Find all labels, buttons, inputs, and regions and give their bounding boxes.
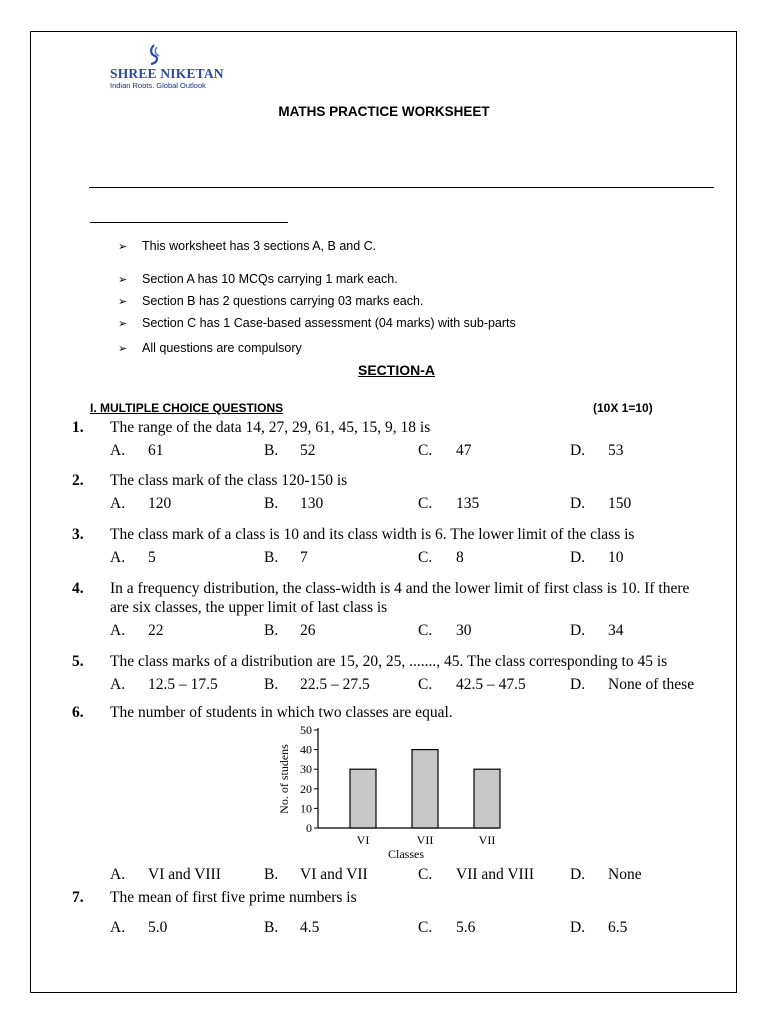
worksheet-title: MATHS PRACTICE WORKSHEET [278,104,490,119]
instruction-item: ➢ Section C has 1 Case-based assessment (04 marks) with sub-parts [118,316,516,330]
question-number: 2. [72,472,84,489]
bar [474,769,500,828]
instruction-item: ➢ Section A has 10 MCQs carrying 1 mark each. [118,272,398,286]
option-a: A. 120 [110,495,172,512]
y-axis-label: No. of studens [277,744,291,814]
y-tick-label: 0 [306,821,312,835]
option-a: A. VI and VIII [110,866,221,883]
arrow-bullet-icon: ➢ [118,318,128,330]
question-text: The class marks of a distribution are 15, 20, 25, ......., 45. The class corresponding to 45 is [110,653,668,670]
logo-tagline: Indian Roots. Global Outlook [110,81,206,90]
y-tick-label: 10 [300,801,312,816]
option-a: A. 61 [110,442,164,459]
mcq-heading: I. MULTIPLE CHOICE QUESTIONS [90,401,284,415]
option-c: C. 8 [418,549,464,566]
x-tick-label: VI [356,833,370,847]
option-d: D. 34 [570,622,624,639]
option-d: D. 6.5 [570,919,628,936]
option-c: C. 135 [418,495,480,512]
question-number: 6. [72,704,84,721]
option-a: A. 12.5 – 17.5 [110,676,218,693]
question-text: are six classes, the upper limit of last class is [110,599,388,616]
option-b: B. 7 [264,549,308,566]
bar-chart [270,722,510,862]
option-b: B. 130 [264,495,324,512]
school-logo [110,44,250,92]
question-number: 4. [72,580,84,597]
divider [89,187,714,188]
instruction-item: ➢ Section B has 2 questions carrying 03 marks each. [118,294,424,308]
question-text: The class mark of the class 120-150 is [110,472,348,489]
arrow-bullet-icon: ➢ [118,241,128,253]
option-c: C. 47 [418,442,472,459]
option-c: C. 30 [418,622,472,639]
logo-name: SHREE NIKETAN [110,66,224,81]
option-a: A. 22 [110,622,164,639]
y-tick-label: 20 [300,781,312,796]
option-b: B. 4.5 [264,919,320,936]
option-d: D. None of these [570,676,695,693]
mcq-marks: (10X 1=10) [593,401,653,415]
question-number: 3. [72,526,84,543]
bar [350,769,376,828]
question-text: In a frequency distribution, the class-width is 4 and the lower limit of first class is 10. If there [110,580,690,597]
x-axis-label: Classes [388,847,424,861]
swan-logo-icon [141,44,167,66]
option-a: A. 5.0 [110,919,168,936]
section-heading: SECTION-A [358,362,435,378]
question-text: The class mark of a class is 10 and its class width is 6. The lower limit of the class is [110,526,635,543]
option-a: A. 5 [110,549,156,566]
question-number: 5. [72,653,84,670]
option-b: B. 52 [264,442,316,459]
option-d: D. None [570,866,642,883]
option-d: D. 150 [570,495,632,512]
question-number: 1. [72,419,84,436]
option-d: D. 53 [570,442,624,459]
option-b: B. 22.5 – 27.5 [264,676,370,693]
option-d: D. 10 [570,549,624,566]
instruction-item: ➢ All questions are compulsory [118,341,302,355]
option-c: C. 42.5 – 47.5 [418,676,526,693]
y-tick-label: 40 [300,742,312,757]
option-b: B. VI and VII [264,866,368,883]
name-line [90,222,288,223]
arrow-bullet-icon: ➢ [118,274,128,286]
question-text: The number of students in which two classes are equal. [110,704,453,721]
instruction-item: ➢ This worksheet has 3 sections A, B and C. [118,239,377,253]
arrow-bullet-icon: ➢ [118,343,128,355]
option-c: C. VII and VIII [418,866,535,883]
option-c: C. 5.6 [418,919,476,936]
x-tick-label: VII [478,833,496,847]
question-number: 7. [72,889,84,906]
question-text: The range of the data 14, 27, 29, 61, 45, 15, 9, 18 is [110,419,431,436]
question-text: The mean of first five prime numbers is [110,889,357,906]
bar [412,750,438,828]
option-b: B. 26 [264,622,316,639]
y-tick-label: 50 [300,723,312,737]
x-tick-label: VII [416,833,434,847]
arrow-bullet-icon: ➢ [118,296,128,308]
y-tick-label: 30 [300,762,312,777]
